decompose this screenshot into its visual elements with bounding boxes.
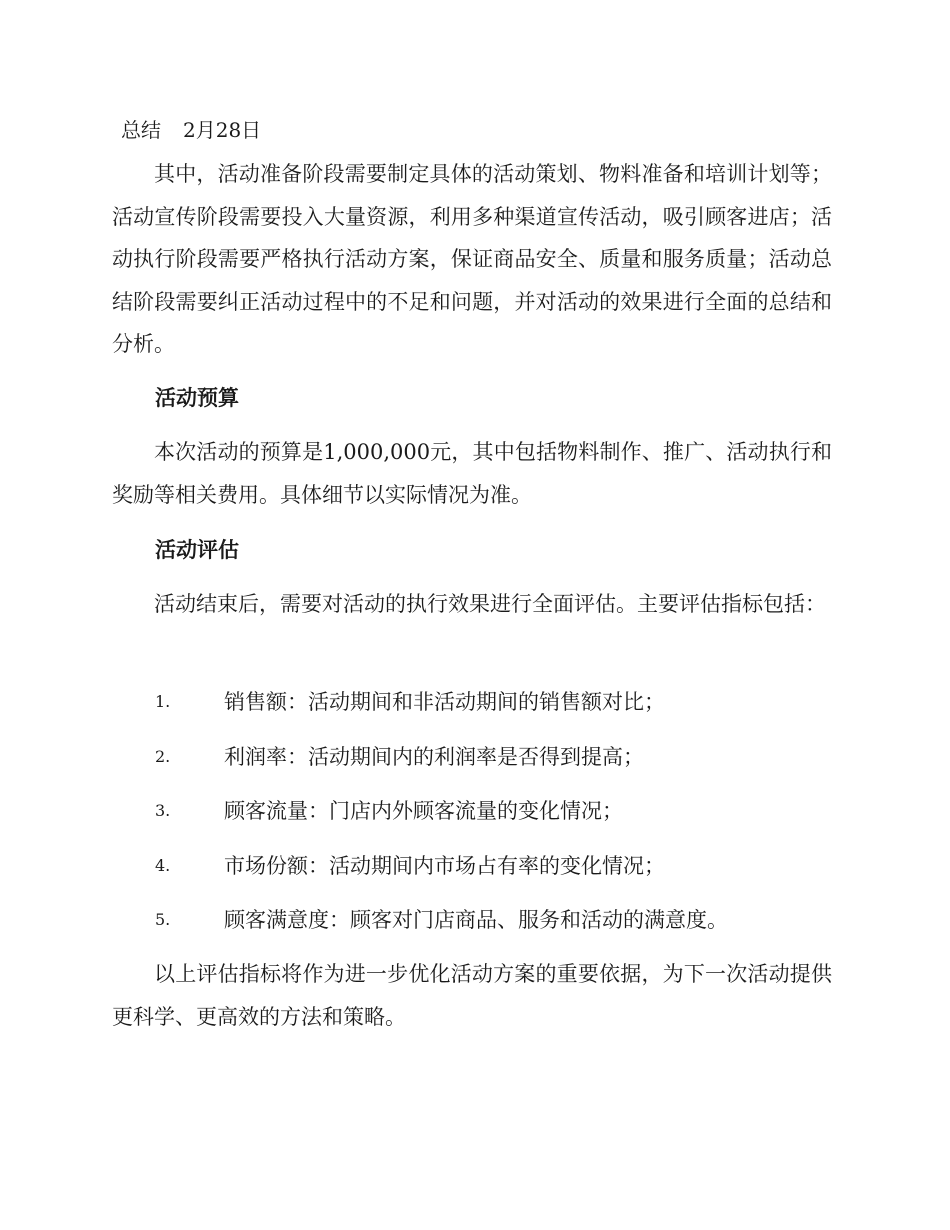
list-item-number: 1. <box>155 692 171 711</box>
list-item-text: 利润率：活动期间内的利润率是否得到提高； <box>224 745 644 769</box>
budget-paragraph: 本次活动的预算是1,000,000元，其中包括物料制作、推广、活动执行和奖励等相关费用。具体细节以实际情况为准。 <box>112 440 832 507</box>
summary-date-line <box>121 116 261 144</box>
conclusion-paragraph: 以上评估指标将作为进一步优化活动方案的重要依据，为下一次活动提供更科学、更高效的方法和策略。 <box>112 962 832 1029</box>
list-item-number: 4. <box>155 856 171 875</box>
list-item-number: 3. <box>155 801 171 820</box>
summary-label: 总结 <box>121 118 161 142</box>
summary-date: 2月28日 <box>183 118 262 142</box>
evaluation-heading: 活动评估 <box>155 537 239 562</box>
list-item-number: 2. <box>155 747 171 766</box>
list-item-text: 市场份额：活动期间内市场占有率的变化情况； <box>224 854 665 878</box>
stages-paragraph: 其中，活动准备阶段需要制定具体的活动策划、物料准备和培训计划等；活动宣传阶段需要投入大量资源，利用多种渠道宣传活动，吸引顾客进店；活动执行阶段需要严格执行活动方案，保证商品安全、质量和服务质量；活动总结阶段需要纠正活动过程中的不足和问题，并对活动的效果进行全面的总结和分析。 <box>112 162 832 356</box>
list-item-text: 销售额：活动期间和非活动期间的销售额对比； <box>224 690 665 714</box>
list-item-number: 5. <box>155 910 171 929</box>
list-item-text: 顾客满意度：顾客对门店商品、服务和活动的满意度。 <box>224 908 728 932</box>
budget-heading: 活动预算 <box>155 385 239 410</box>
list-item-text: 顾客流量：门店内外顾客流量的变化情况； <box>224 799 623 823</box>
evaluation-intro-paragraph: 活动结束后，需要对活动的执行效果进行全面评估。主要评估指标包括： <box>154 592 826 616</box>
